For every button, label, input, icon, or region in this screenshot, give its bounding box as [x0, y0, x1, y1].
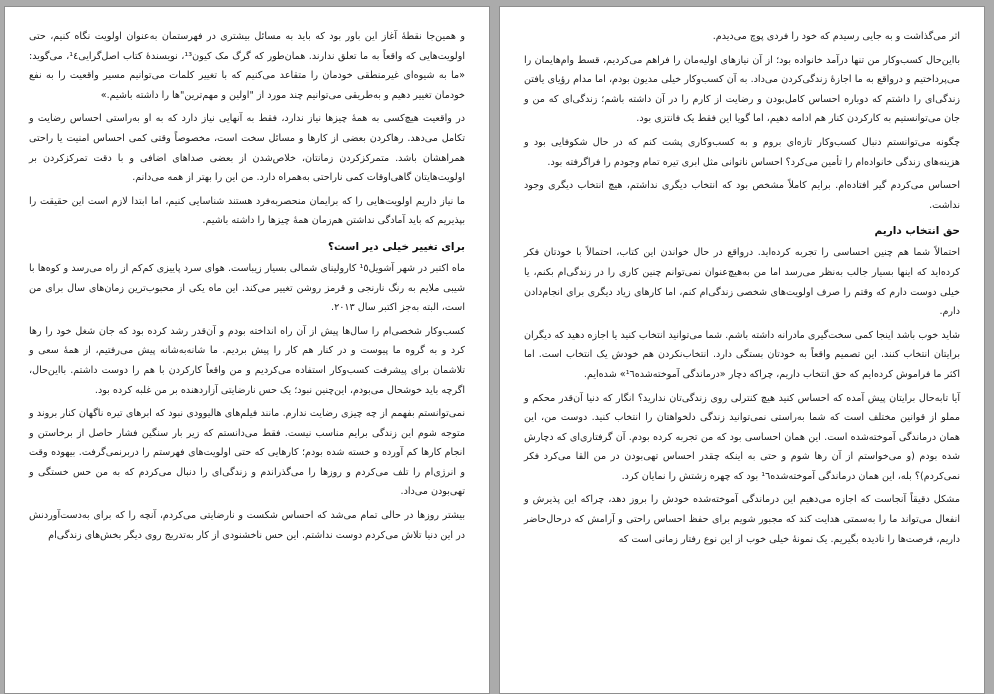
right-paragraph-8: مشکل دقیقاً آنجاست که اجازه می‌دهیم این درماندگی آموخته‌شده خودش را بروز دهد، چراکه این پذیرش و انفعال می‌تواند ما را به‌سمتی هدایت کند که مجبور شویم برای حفظ احساس راحتی و آرامش که درحال‌حاضر داریم، فرصت‌ها را نادیده بگیریم. یک نمونهٔ خیلی خوب از این نوع رفتار زمانی است که — [524, 494, 960, 545]
left-paragraph-4: ماه اکتبر در شهر آشویل¹٥ کارولینای شمالی بسیار زیباست. هوای سرد پاییزی کم‌کم از راه می‌رسد و کوه‌ها با شیبی ملایم به رنگ نارنجی و قرمز روشن تغییر می‌کند. این ماه یکی از محبوب‌ترین زمان‌های سال برای من است، البته به‌جز اکتبر سال ۲۰۱۳. — [29, 262, 466, 314]
right-page — [499, 6, 985, 694]
left-section-heading: برای تغییر خیلی دیر است؟ — [327, 240, 465, 253]
left-paragraph-5: کسب‌وکار شخصی‌ام را سال‌ها پیش از آن راه انداخته بودم و آن‌قدر رشد کرده بود که جان شغل خود را رها کرد و به گروه ما پیوست و در کنار هم کار را پیش بردیم. ما شانه‌به‌شانه پیش می‌رفتیم، از همهٔ سعی و تلاشمان برای پیشرفت کسب‌وکار استفاده می‌کردیم و من واقعاً کارکردن با هم را دوست داشتم. بااین‌حال، اگرچه باید خوشحال می‌بودم، این‌چنین نبود؛ یک حس نارضایتی آزاردهنده بر من غلبه کرده بود. — [29, 325, 465, 396]
left-paragraph-6: نمی‌توانستم بفهمم از چه چیزی رضایت ندارم. مانند فیلم‌های هالیوودی نبود که ابرهای تیره ناگهان کنار بروند و متوجه شوم این زندگی برایم مناسب نیست. فقط می‌دانستم که زیر بار سنگین فشار حاصل از برخاستن و انجام کارها کم آورده و خسته شده بودم؛ کارهایی که حتی اولویت‌های فهرستم را دربرنمی‌گرفت. بیهوده وقت و انرژی‌ام را تلف می‌کردم و روزها را می‌گذراندم و زندگی‌ای را دنبال می‌کردم که به من حس خستگی و تهی‌بودن می‌داد. — [29, 408, 465, 498]
right-section-heading: حق انتخاب داریم — [874, 225, 960, 238]
right-paragraph-6: شاید خوب باشد اینجا کمی سخت‌گیری مادرانه داشته باشم. شما می‌توانید انتخاب کنید یا اجازه دهید که دیگران برایتان انتخاب کنند. این تصمیم واقعاً به خودتان بستگی دارد. انتخاب‌نکردن هم خودش یک انتخاب است. اما اکثر ما فراموش کرده‌ایم که حق انتخاب داریم، چراکه دچار «درماندگی آموخته‌شده¹٦» شده‌ایم. — [524, 329, 960, 380]
right-paragraph-4: احساس می‌کردم گیر افتاده‌ام. برایم کاملاً مشخص بود که انتخاب دیگری نداشتم، هیچ انتخاب دیگری وجود نداشت. — [524, 180, 960, 211]
right-paragraph-7: آیا تابه‌حال برایتان پیش آمده که احساس کنید هیچ کنترلی روی زندگی‌تان ندارید؟ انگار که دنیا آن‌قدر محکم و مملو از قوانین مختلف است که شما به‌راستی نمی‌توانید زندگی دلخواهتان را انتخاب کنید. دوست من، این همان درماندگی آموخته‌شده است. این همان احساسی بود که من تجربه کرده بودم. آن گرفتاری‌ای که دچارش شده بودم (و می‌خواستم از آن رها شوم و حتی به اینکه چقدر احساس تهی‌بودن در من القا می‌کرد فکر نمی‌کردم)؟ بله، این همان درماندگی آموخته‌شده¹٦ بود که چهره زشتش را نمایان کرد. — [524, 392, 960, 482]
left-paragraph-2: در واقعیت هیچ‌کسی به همهٔ چیزها نیاز ندارد، فقط به آنهایی نیاز دارد که به او به‌راستی احساس رضایت و تکامل می‌دهد. رهاکردن بعضی از کارها و مسائل سخت است، مخصوصاً وقتی کمی احساس امنیت یا راحتی همراهشان باشد. متمرکزکردن زمانتان، خلاص‌شدن از بعضی صداهای اضافی و با دقت تمرکزکردن بر اولویت‌هایتان گاهی‌اوقات کمی ناراحتی به‌همراه دارد. من این را بهتر از همه می‌دانم. — [29, 113, 465, 184]
right-paragraph-2: بااین‌حال کسب‌وکار من تنها درآمد خانواده بود؛ از آن نیازهای اولیه‌مان را فراهم می‌کردیم، قسط وام‌هایمان را می‌پرداختیم و درواقع به ما اجازهٔ زندگی‌کردن می‌داد. به آن کسب‌وکار خیلی مدیون بودم، اما مدام رؤیای یافتن زندگی‌ای را داشتم که دوباره احساس کامل‌بودن و رضایت از کارم را در آن داشته باشم؛ زندگی‌ای که من و جان می‌توانستیم به کارکردن کنار هم ادامه دهیم، اما گویا این فقط یک فانتزی بود. — [524, 54, 960, 125]
left-paragraph-3: ما نیاز داریم اولویت‌هایی را که برایمان منحصربه‌فرد هستند شناسایی کنیم، اما ابتدا لازم است این حقیقت را بپذیریم که باید آمادگی نداشتن هم‌زمان همهٔ چیزها را داشته باشیم. — [29, 195, 465, 227]
left-page — [4, 6, 490, 694]
right-paragraph-3: چگونه می‌توانستم دنبال کسب‌وکار تازه‌ای بروم و به کسب‌وکاری پشت کنم که در حال شکوفایی بود و هزینه‌های زندگی خانواده‌ام را تأمین می‌کرد؟ احساس ناتوانی مثل ابری تیره تمام وجودم را فراگرفته بود. — [524, 136, 960, 168]
right-paragraph-5: احتمالاً شما هم چنین احساسی را تجربه کرده‌اید. درواقع در حال خواندن این کتاب، احتمالاً با خودتان فکر کرده‌اید که اینها بسیار جالب به‌نظر می‌رسد اما من به‌هیچ‌عنوان نمی‌توانم چنین کاری را در زندگی‌ام بکنم، یا خیلی دوست دارم که وقتم را صرف اولویت‌های شخصی زندگی‌ام کنم، اما کارهای زیاد دیگری برای انجام‌دادن دارم. — [524, 247, 960, 318]
left-paragraph-7: بیشتر روزها در حالی تمام می‌شد که احساس شکست و نارضایتی می‌کردم، آنچه را که برای به‌دست‌آوردنش در این دنیا تلاش می‌کردم دوست نداشتم. این حس ناخشنودی از کار به‌تدریج روی دیگر بخش‌های زندگی‌ام — [29, 510, 465, 541]
right-paragraph-1: اثر می‌گذاشت و به جایی رسیدم که خود را فردی پوچ می‌دیدم. — [712, 31, 960, 42]
left-paragraph-1: و همین‌جا نقطهٔ آغاز این باور بود که باید به مسائل بیشتری در فهرستمان به‌عنوان اولویت نگاه کنیم، حتی اولویت‌هایی که واقعاً به ما تعلق ندارند. همان‌طور که گرگ مک کیون¹³، نویسندهٔ کتاب اصل‌گرایی¹٤، می‌گوید: «ما به شیوه‌ای غیرمنطقی خودمان را متقاعد می‌کنیم که با تغییر کلمات می‌توانیم مسیر واقعیت را به نفع خودمان تغییر دهیم و به‌طریقی می‌توانیم چند مورد از "اولین و مهم‌ترین"ها را داشته باشیم.» — [29, 31, 466, 101]
